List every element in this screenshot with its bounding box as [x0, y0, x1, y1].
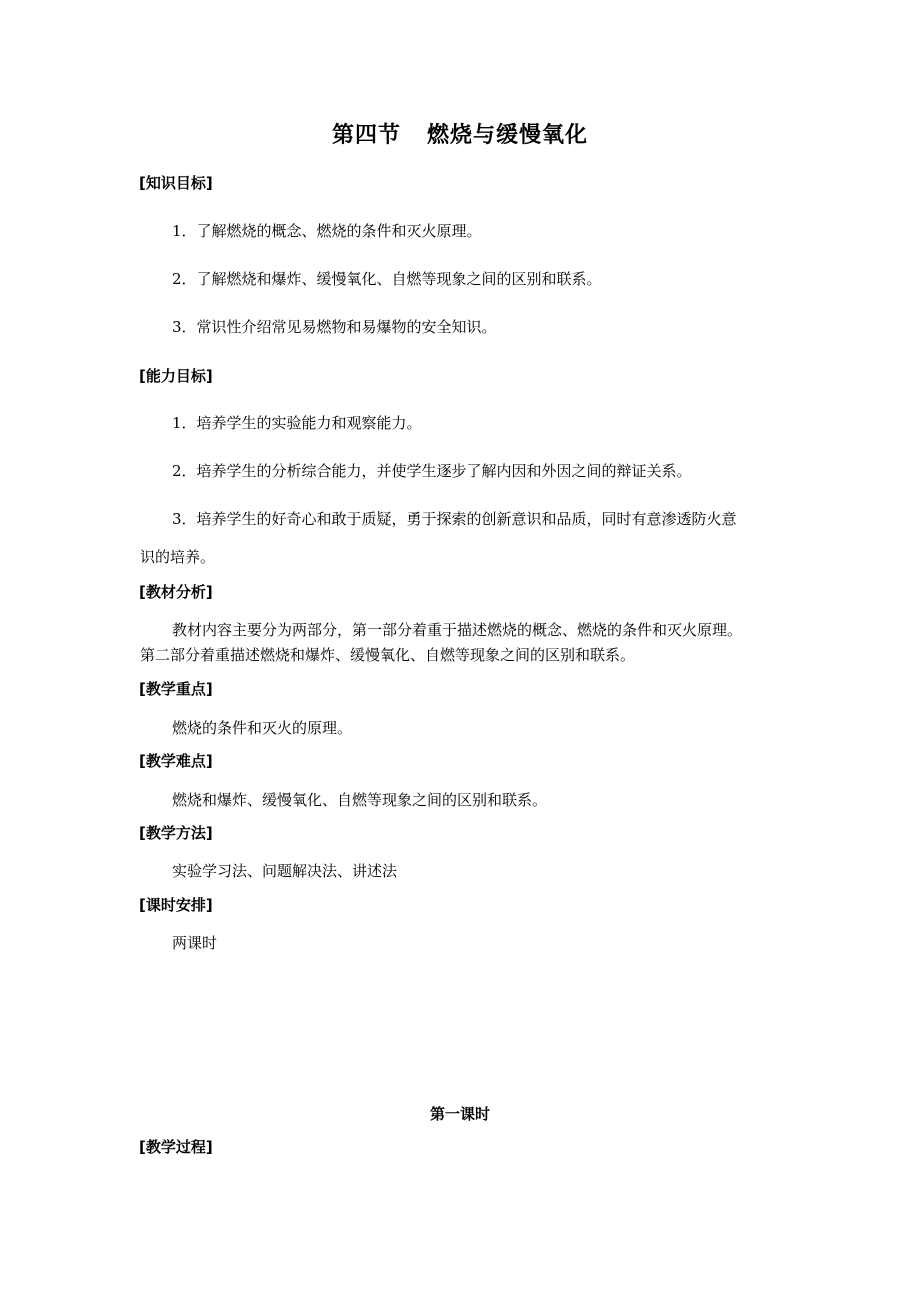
key-points-text: 燃烧的条件和灭火的原理。: [172, 719, 353, 737]
ability-heading: [能力目标]: [139, 367, 213, 385]
difficulties-heading: [教学难点]: [139, 752, 213, 770]
knowledge-item-1: 1．了解燃烧的概念、燃烧的条件和灭火原理。: [172, 222, 482, 240]
analysis-line-2: 第二部分着重描述燃烧和爆炸、缓慢氧化、自燃等现象之间的区别和联系。: [140, 646, 636, 664]
schedule-text: 两课时: [172, 934, 218, 952]
analysis-heading: [教材分析]: [139, 583, 213, 601]
title-section-number: 第四节: [331, 123, 401, 148]
key-points-heading: [教学重点]: [139, 680, 213, 698]
lesson-title: 第一课时: [429, 1105, 490, 1123]
ability-item-3-line-2: 识的培养。: [140, 548, 216, 566]
knowledge-heading: [知识目标]: [139, 174, 213, 192]
knowledge-item-2: 2．了解燃烧和爆炸、缓慢氧化、自燃等现象之间的区别和联系。: [172, 270, 602, 288]
schedule-heading: [课时安排]: [139, 896, 213, 914]
ability-item-3-line-1: 3．培养学生的好奇心和敢于质疑，勇于探索的创新意识和品质，同时有意渗透防火意: [172, 510, 737, 528]
ability-item-2: 2．培养学生的分析综合能力，并使学生逐步了解内因和外因之间的辩证关系。: [172, 462, 692, 480]
title-topic: 燃烧与缓慢氧化: [427, 123, 589, 148]
knowledge-item-3: 3．常识性介绍常见易燃物和易爆物的安全知识。: [172, 318, 497, 336]
difficulties-text: 燃烧和爆炸、缓慢氧化、自燃等现象之间的区别和联系。: [172, 791, 548, 809]
methods-text: 实验学习法、问题解决法、讲述法: [172, 862, 398, 880]
methods-heading: [教学方法]: [139, 824, 213, 842]
analysis-line-1: 教材内容主要分为两部分，第一部分着重于描述燃烧的概念、燃烧的条件和灭火原理。: [172, 621, 743, 639]
ability-item-1: 1．培养学生的实验能力和观察能力。: [172, 414, 422, 432]
page-title: [0, 121, 920, 151]
process-heading: [教学过程]: [139, 1138, 213, 1156]
